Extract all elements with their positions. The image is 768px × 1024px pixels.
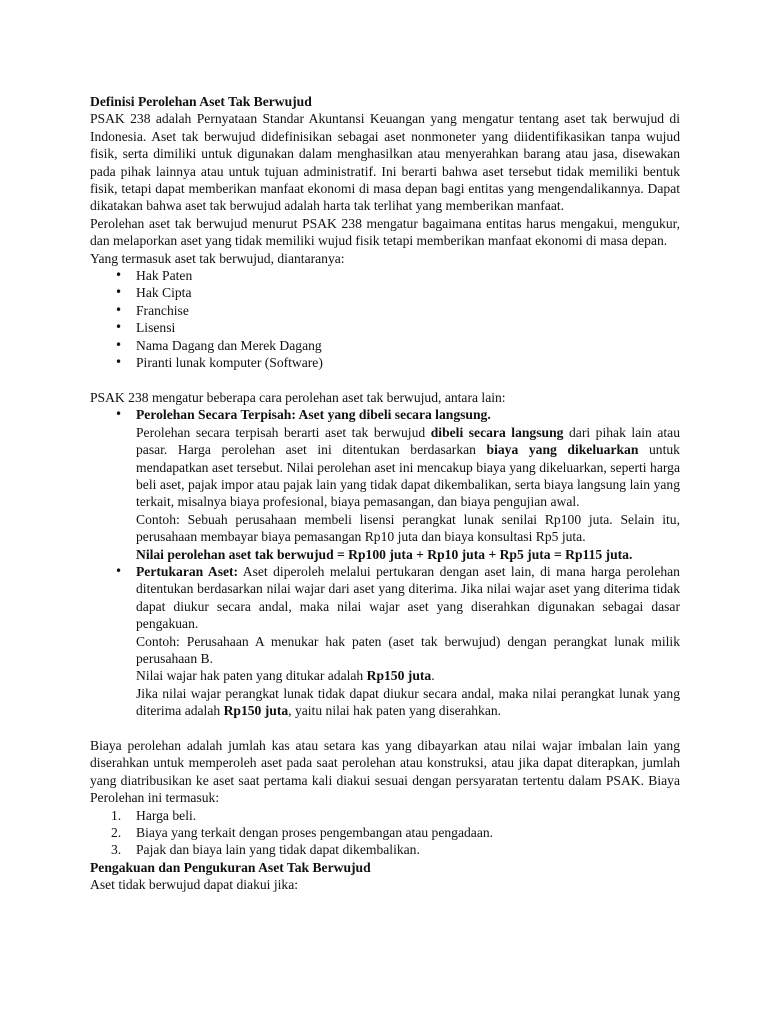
acquisition-methods-list (90, 406, 680, 719)
paragraph-cara-intro: PSAK 238 mengatur beberapa cara perolehan aset tak berwujud, antara lain: (90, 389, 506, 405)
paragraph-pengakuan: Aset tidak berwujud dapat diakui jika: (90, 877, 299, 893)
list-item: • Hak Cipta (90, 284, 680, 301)
list-item: • Franchise (90, 302, 680, 319)
section-heading-pengakuan: Pengakuan dan Pengukuran Aset Tak Berwujud (90, 859, 371, 875)
paragraph-biaya-perolehan: Biaya perolehan adalah jumlah kas atau setara kas yang dibayarkan atau nilai wajar imbalan lain yang diserahkan untuk memperoleh aset pada saat perolehan atau konstruksi, atau jika dapat diterapkan, jumlah yang diatribusikan ke aset saat pertama kali diakui sesuai dengan persyaratan tertentu dalam PSAK. Biaya Perolehan ini termasuk: (90, 738, 680, 806)
text-run: Jika nilai wajar perangkat lunak tidak dapat diukur secara andal, maka nilai perangkat lunak yang diterima adalah (136, 685, 680, 719)
text-run-bold: Rp150 juta (223, 703, 289, 719)
item-number: 3. (111, 842, 122, 858)
item-text: Pajak dan biaya lain yang tidak dapat dikembalikan. (136, 842, 420, 858)
item-number: 1. (111, 807, 122, 823)
intangible-asset-list (90, 267, 680, 371)
paragraph-definisi: PSAK 238 adalah Pernyataan Standar Akuntansi Keuangan yang mengatur tentang aset tak berwujud di Indonesia. Aset tak berwujud didefinisikan sebagai aset nonmoneter yang diidentifikasikan tanpa wujud fisik, serta dimiliki untuk digunakan dalam menghasilkan atau menyerahkan barang atau jasa, disewakan pada pihak lainnya atau untuk tujuan administratif. Ini berarti bahwa aset tersebut tidak memiliki bentuk fisik, tetapi dapat memberikan manfaat ekonomi di masa depan bagi entitas yang mengendalikannya. Dapat dikatakan bahwa aset tak berwujud adalah harta tak terlihat yang memberikan manfaat. (90, 111, 680, 214)
numbered-item (90, 807, 680, 824)
item-description (136, 563, 680, 633)
text-run-bold: dibeli secara langsung (430, 424, 564, 440)
spacer (90, 372, 680, 389)
document-body (90, 93, 680, 894)
list-item-pertukaran-aset (90, 563, 680, 720)
text-run-bold: Rp150 juta (366, 668, 432, 684)
list-item: • Piranti lunak komputer (Software) (90, 354, 680, 371)
item-example: Contoh: Sebuah perusahaan membeli lisensi perangkat lunak senilai Rp100 juta. Selain itu, perusahaan membayar biaya pemasangan Rp10 juta dan biaya konsultasi Rp5 juta. (136, 511, 680, 545)
item-formula: Nilai perolehan aset tak berwujud = Rp100 juta + Rp10 juta + Rp5 juta = Rp115 juta. (136, 546, 633, 562)
text-run: Nilai wajar hak paten yang ditukar adalah (136, 668, 367, 684)
item-text: Harga beli. (136, 807, 197, 823)
text-run: Aset diperoleh melalui pertukaran dengan aset lain, di mana harga perolehan ditentukan berdasarkan nilai wajar dari aset yang diterima. Jika nilai wajar aset yang diterima tidak dapat diukur secara andal, maka nilai wajar aset yang diserahkan digunakan sebagai dasar pengakuan. (136, 563, 680, 632)
numbered-item (90, 841, 680, 858)
text-run: untuk mendapatkan aset tersebut. Nilai perolehan aset ini mencakup biaya yang dikeluarkan, seperti harga beli aset, pajak impor atau pajak lain yang tidak dapat dikembalikan, serta biaya langsung lain yang terkait, misalnya biaya profesional, biaya pemasangan, dan biaya pengujian awal. (136, 442, 680, 510)
list-item: • Lisensi (90, 319, 680, 336)
text-run-bold: biaya yang dikeluarkan (486, 442, 639, 458)
text-run: . (431, 668, 435, 684)
list-intro: Yang termasuk aset tak berwujud, diantaranya: (90, 250, 345, 266)
cost-items-list (90, 807, 680, 859)
item-description (136, 424, 680, 511)
item-value (136, 667, 680, 684)
item-title: • Perolehan Secara Terpisah: Aset yang dibeli secara langsung. (136, 407, 491, 423)
item-text: Biaya yang terkait dengan proses pengembangan atau pengadaan. (136, 825, 494, 841)
text-run: Perolehan secara terpisah berarti aset tak berwujud (136, 424, 431, 440)
spacer (90, 720, 680, 737)
item-note (136, 685, 680, 720)
section-heading-definisi: Definisi Perolehan Aset Tak Berwujud (90, 94, 312, 109)
paragraph-perolehan: Perolehan aset tak berwujud menurut PSAK 238 mengatur bagaimana entitas harus mengakui, mengukur, dan melaporkan aset yang tidak memiliki wujud fisik tetapi memberikan manfaat ekonomi di masa depan. (90, 215, 680, 249)
numbered-item (90, 824, 680, 841)
item-number: 2. (111, 825, 122, 841)
item-title: Pertukaran Aset: (136, 563, 239, 579)
list-item-perolehan-terpisah (90, 406, 680, 563)
text-run: dari pihak lain atau pasar. Harga perolehan aset ini ditentukan berdasarkan (136, 424, 680, 458)
item-example: Contoh: Perusahaan A menukar hak paten (aset tak berwujud) dengan perangkat lunak milik perusahaan B. (136, 633, 680, 666)
text-run: , yaitu nilai hak paten yang diserahkan. (288, 703, 502, 719)
list-item: • Hak Paten (90, 267, 680, 284)
list-item: • Nama Dagang dan Merek Dagang (90, 337, 680, 354)
